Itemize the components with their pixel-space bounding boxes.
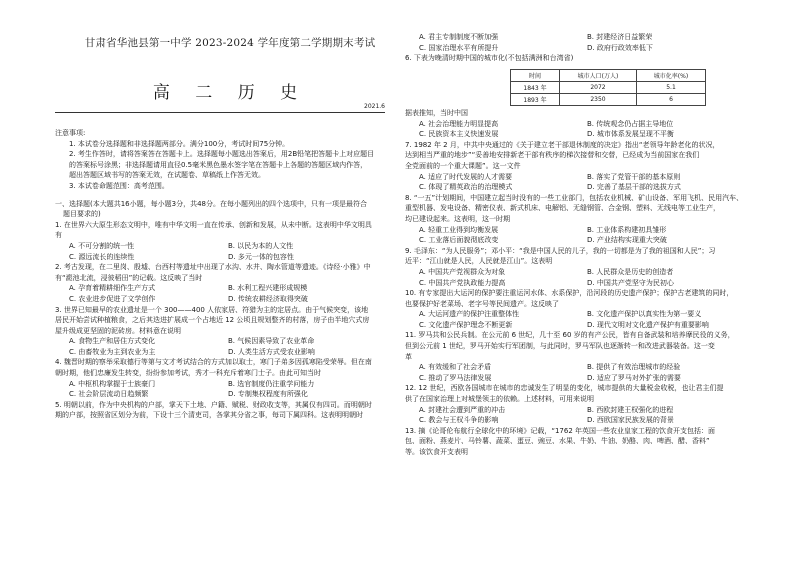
options-row	[55, 379, 387, 390]
options-row	[405, 129, 755, 140]
options-row	[405, 373, 755, 384]
answer-option: B. 以民为本的人文性	[228, 241, 294, 250]
exam-title: 甘肃省华池县第一中学 2023-2024 学年度第二学期期末考试	[84, 37, 376, 49]
options-row	[405, 119, 755, 130]
question-stem: 2. 考古发现，在二里岗、殷墟、台西村等遗址中出现了水沟、水井、陶水管道等遗迹。《诗经·小雅》中	[55, 263, 371, 272]
question-stem: 1. 在世界六大原生形态文明中，唯有中华文明一直在传承、创新和发展，从未中断。这表明中华文明具	[55, 220, 372, 229]
options-row	[55, 283, 387, 294]
answer-option: B. 文化遗产保护以真实性为第一要义	[587, 310, 702, 319]
options-row	[405, 32, 755, 43]
options-row	[405, 235, 755, 246]
answer-option: B. 水利工程兴建形成规模	[228, 284, 308, 293]
right-questions-b	[405, 108, 755, 458]
answer-option: A. 社会治理能力明显提高	[419, 119, 499, 128]
section-heading: 一、选择题(本大题共16小题，每小题3分，共48分。在每小题列出的四个选项中，只有一项是最符合	[55, 199, 367, 208]
question-stem: 据表推知，当时中国	[405, 109, 468, 117]
question-stem: 有“滮池北流，浸彼稻田”的记载。这反映了当时	[55, 273, 203, 282]
question-stem: 达到相当严重的地步”“妥善地安排新老干部有秩序的梯次接替和交替，已经成为当前国家在我们	[405, 151, 700, 160]
question-stem: 4. 魏晋时期的察举采取德行等第与文才考试结合的方式加以取士，寒门子弟多因孤寒陷受荣辱。但在南	[55, 358, 372, 367]
question-stem: 等。该饮食开支表明	[405, 448, 468, 456]
notes-list	[55, 139, 387, 192]
answer-option: D. 产业结构实现重大突破	[587, 236, 667, 245]
table-header: 城市化率(%)	[637, 70, 706, 82]
options-row	[405, 43, 755, 54]
question-stem: 革	[405, 352, 412, 361]
answer-option: B. 工业体系构建初具雏形	[587, 225, 667, 234]
question-item	[55, 220, 387, 262]
left-column	[55, 128, 387, 421]
answer-option: C. 源远流长的连续性	[69, 252, 135, 261]
table-row	[511, 82, 706, 94]
question-item	[405, 140, 755, 193]
question-stem: 屋升级成更坚固的泥砖房。材料意在说明	[55, 326, 181, 335]
options-row	[55, 347, 387, 358]
population-table	[510, 69, 706, 106]
question-item	[55, 305, 387, 358]
answer-option: A. 有效缓和了社会矛盾	[419, 363, 492, 372]
answer-option: B. 落实了党管干部的基本原则	[587, 172, 681, 181]
question-item	[55, 262, 387, 304]
note-line: 的答案标号涂黑；非选择题请用直径0.5毫米黑色墨水签字笔在答题卡上各题的答题区域内作答，	[69, 160, 368, 169]
question-stem: 9. 毛泽东：“为人民服务”；邓小平：“我是中国人民的儿子，我的一切都是为了我的祖国和人民”；习	[405, 246, 716, 255]
answer-option: C. 民族资本主义快速发展	[419, 130, 499, 139]
options-row	[55, 241, 387, 252]
options-row	[405, 405, 755, 416]
note-line: 1. 本试卷分选择题和非选择题两部分。满分100分，考试时间75分钟。	[69, 139, 290, 148]
table-cell: 2072	[560, 82, 637, 94]
question-item	[405, 108, 755, 140]
question-stem: 近平：“江山就是人民，人民就是江山”。这表明	[405, 257, 553, 266]
question-item	[405, 193, 755, 246]
subject-title: 高 二 历 史	[152, 83, 308, 103]
options-row	[405, 415, 755, 426]
answer-option: D. 完善了基层干部的选拔方式	[587, 183, 681, 192]
question-item	[405, 288, 755, 330]
question-stem: 10. 有专家提出大运河的保护要注重运河水体、水系保护，沿河段的历史遗产保护；保护古老建筑的同时，	[405, 289, 734, 298]
question-stem: 6. 下表为晚清时期中国的城市化(不包括满洲和台湾省)	[405, 54, 574, 63]
answer-option: D. 适应了罗马对外扩张的需要	[587, 373, 681, 382]
question-stem: 11. 罗马共和公民兵制。在公元前 6 世纪，几十至 60 岁的有产公民，皆有自备武装和培养摩民役的义务，	[405, 331, 735, 340]
answer-option: A. 中枢机构掌握于士族豪门	[69, 379, 156, 388]
answer-option: A. 中国共产党视群众为对象	[419, 267, 506, 276]
question-item	[405, 383, 755, 425]
question-stem: 居民开始尝试种植粮食，之后其迭进扩展成一个占地近 12 公顷且规划整齐的村落，房子由半地穴式房	[55, 316, 370, 325]
answer-option: D. 多元一体的包容性	[228, 252, 294, 261]
question-item	[405, 53, 755, 64]
table-cell: 1843 年	[511, 82, 560, 94]
answer-option: A. 不可分割的统一性	[69, 241, 135, 250]
answer-option: D. 城市体系发展呈现不平衡	[587, 130, 674, 139]
question-stem: 13. 摘《论哥伦布航行全球化中的环境》记载，“1762 年英国一些农业皇家工程的饮食开支包括：面	[405, 426, 716, 435]
answer-option: A. 孕育着精耕细作生产方式	[69, 284, 156, 293]
question-stem: 8. “一五”计划期间，中国建立起当时没有的一些工业部门，包括农业机械、矿山设备、军用飞机、民用汽车、	[405, 193, 744, 202]
answer-option: D. 中国共产党坚守为民初心	[587, 278, 674, 287]
question-stem: 供了在国家治理上对城堡领主的依赖。上述材料，可用来说明	[405, 395, 594, 404]
table-cell: 2350	[560, 94, 637, 106]
answer-option: B. 气候因素导致了农业革命	[228, 337, 315, 346]
answer-option: C. 社会阶层流动日趋频繁	[69, 390, 149, 399]
answer-option: D. 传统农耕经济取得突破	[228, 294, 308, 303]
question-stem: 有	[55, 231, 62, 240]
section-heading: 题目要求的)	[63, 210, 101, 219]
left-questions	[55, 220, 387, 421]
options-row	[405, 278, 755, 289]
answer-option: B. 选官制度仍注重学问能力	[228, 379, 315, 388]
answer-option: A. 君主专制制度不断加强	[419, 33, 499, 41]
answer-option: C. 农业进步促进了文学创作	[69, 294, 156, 303]
options-row	[405, 172, 755, 183]
question-stem: 3. 世界已知最早的农业遗址是一个 300——400 人依家居、符猎为主的定居点。由于气候突变，该地	[55, 305, 369, 314]
options-row	[405, 320, 755, 331]
options-row	[55, 252, 387, 263]
options-row	[405, 309, 755, 320]
answer-option: C. 体现了精英政治的治理模式	[419, 183, 513, 192]
answer-option: C. 由畜牧业为主到农业为主	[69, 347, 156, 356]
question-item	[55, 357, 387, 399]
question-stem: 朝时期，他们忠廉发生转变，纷纷参加考试，秀才一科充斥着寒门士子。由此可知当时	[55, 369, 321, 378]
question-item	[405, 246, 755, 288]
options-row	[55, 389, 387, 400]
table-cell: 5.1	[637, 82, 706, 94]
question-stem: 7. 1982 年 2 月，中共中央通过的《关于建立老干部退休制度的决定》指出“老领导年龄老化的状况，	[405, 140, 720, 149]
answer-option: A. 大运河遗产的保护注重整体性	[419, 310, 520, 319]
answer-option: C. 推动了罗马法律发展	[419, 373, 492, 382]
question-item	[405, 32, 755, 53]
options-row	[55, 294, 387, 305]
right-column	[405, 32, 755, 64]
answer-option: B. 西欧封建王权强化的进程	[587, 405, 674, 414]
answer-option: C. 教会与王权斗争的影响	[419, 416, 499, 425]
note-line: 2. 考生作答时，请将答案答在答题卡上。选择题每小题选出答案后，用2B铅笔把答题卡上对应题目	[69, 150, 375, 159]
table-cell: 1893 年	[511, 94, 560, 106]
question-item	[55, 400, 387, 421]
options-row	[405, 182, 755, 193]
right-questions-a	[405, 32, 755, 64]
exam-date: 2021.6	[364, 103, 385, 110]
answer-option: D. 政府行政效率低下	[587, 43, 653, 52]
question-stem: 重型机器、发电设备、精密仪表、新式机床、电解铝、无缝钢管、合金钢、塑料、无线电等工业生产，	[405, 204, 720, 213]
question-stem: 全党面前的一个重大课题”。这一文件	[405, 161, 521, 170]
answer-option: D. 西欧国家民族发展的背景	[587, 416, 674, 425]
answer-option: B. 人民群众是历史的创造者	[587, 267, 674, 276]
table-header: 城市人口(万人)	[560, 70, 637, 82]
question-stem: 也要保护好老菜场、老字号等民间遗产。这反映了	[405, 299, 559, 308]
answer-option: D. 专制集权程度有所强化	[228, 390, 308, 399]
table-row	[511, 94, 706, 106]
question-stem: 12. 12 世纪，西欧各国城市在城市的忠诚发生了明显的变化，城市提供的大量税金收税，也让君主们提	[405, 384, 724, 393]
question-stem: 5. 明朝以前，作为中央机构的户部，掌天下土地、户籍、赋税、财政收支等，其属仅有四司。而明朝时	[55, 400, 372, 409]
answer-option: A. 食物生产和居住方式变化	[69, 337, 156, 346]
question-stem: 但到公元前 1 世纪，罗马开始实行军团制，与此同时，罗马军队也逐渐转一和改进武器装备。这一变	[405, 342, 715, 351]
options-row	[405, 362, 755, 373]
table-header: 时间	[511, 70, 560, 82]
question-item	[405, 330, 755, 383]
answer-option: C. 工业落后面貌彻底改变	[419, 236, 499, 245]
question-stem: 期的户部，按照省区划分为前，下设十三个清吏司，各掌其分省之事，每司下属四科。这表明明朝时	[55, 411, 363, 420]
answer-option: D. 人类生活方式受农业影响	[228, 347, 315, 356]
answer-option: A. 封建社会遭到严重的冲击	[419, 405, 506, 414]
answer-option: B. 封建经济日益繁荣	[587, 33, 653, 41]
right-column-lower	[405, 108, 755, 458]
answer-option: C. 文化遗产保护理念不断更新	[419, 320, 513, 329]
answer-option: C. 中国共产党执政能力提高	[419, 278, 506, 287]
answer-option: A. 轻重工业得到均衡发展	[419, 225, 499, 234]
answer-option: B. 提供了有效治理城市的经验	[587, 363, 681, 372]
question-stem: 均已建设起来。这表明，这一时期	[405, 214, 510, 223]
notes-title: 注意事项:	[55, 129, 86, 137]
answer-option: C. 国家治理水平有所提升	[419, 43, 499, 52]
note-line: 超出答题区域书写的答案无效，在试题卷、草稿纸上作答无效。	[69, 171, 265, 180]
question-stem: 包、面粉、燕麦片、马铃薯、蔬菜、蛋豆、豌豆、水果、牛奶、牛油、奶酪、肉、啤酒、醋、香料”	[405, 437, 710, 446]
answer-option: B. 传统观念仍占据主导地位	[587, 119, 674, 128]
options-row	[405, 225, 755, 236]
answer-option: A. 适应了时代发展的人才需要	[419, 172, 513, 181]
answer-option: D. 现代文明对文化遗产保护有重要影响	[587, 320, 709, 329]
question-item	[405, 426, 755, 458]
table-cell: 6	[637, 94, 706, 106]
options-row	[405, 267, 755, 278]
options-row	[55, 336, 387, 347]
date-divider	[55, 103, 385, 113]
note-line: 3. 本试卷命题范围：高考范围。	[69, 181, 169, 190]
